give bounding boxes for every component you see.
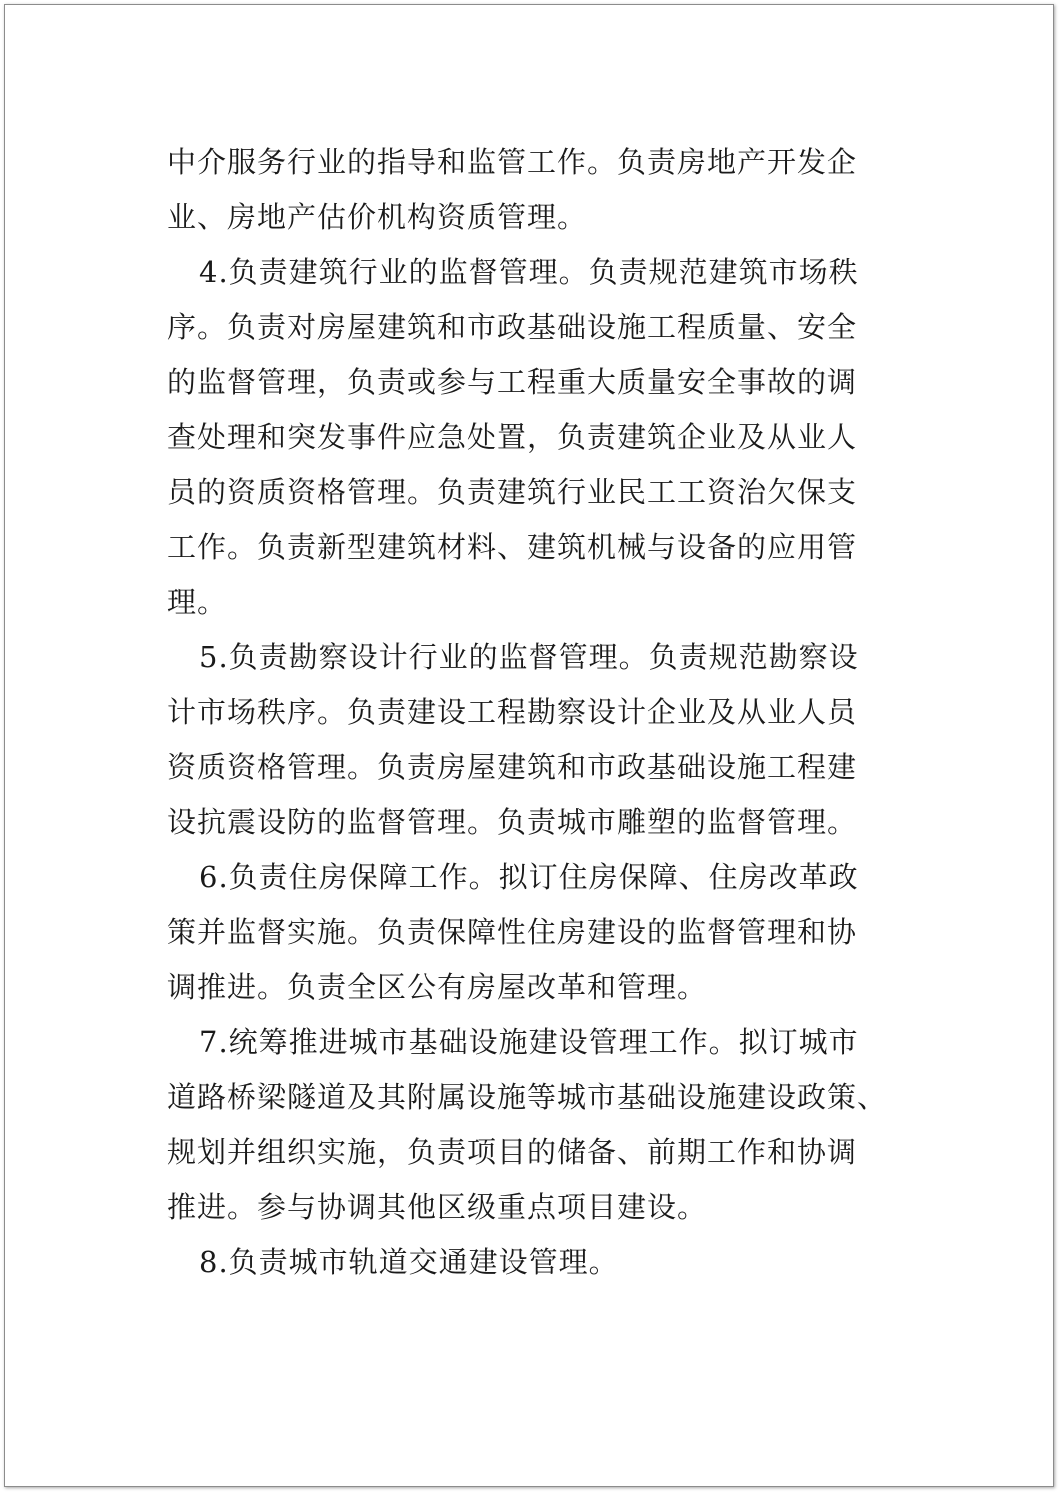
text-line: 规划并组织实施，负责项目的储备、前期工作和协调 bbox=[167, 1135, 858, 1169]
text-line: 4.负责建筑行业的监督管理。负责规范建筑市场秩 bbox=[199, 255, 859, 289]
text-line: 理。 bbox=[167, 585, 228, 619]
text-line: 计市场秩序。负责建设工程勘察设计企业及从业人员 bbox=[167, 695, 858, 729]
text-line: 工作。负责新型建筑材料、建筑机械与设备的应用管 bbox=[167, 530, 858, 564]
text-line: 调推进。负责全区公有房屋改革和管理。 bbox=[167, 970, 708, 1004]
document-body bbox=[167, 135, 903, 1290]
paragraph-item-7 bbox=[167, 1015, 903, 1235]
document-page bbox=[4, 4, 1054, 1487]
text-line: 7.统筹推进城市基础设施建设管理工作。拟订城市 bbox=[199, 1025, 859, 1059]
text-line: 5.负责勘察设计行业的监督管理。负责规范勘察设 bbox=[199, 640, 859, 674]
paragraph-item-6 bbox=[167, 850, 903, 1015]
text-line: 策并监督实施。负责保障性住房建设的监督管理和协 bbox=[167, 915, 858, 949]
paragraph-item-5 bbox=[167, 630, 903, 850]
text-line: 道路桥梁隧道及其附属设施等城市基础设施建设政策、 bbox=[167, 1080, 888, 1114]
text-line: 推进。参与协调其他区级重点项目建设。 bbox=[167, 1190, 708, 1224]
text-line: 业、房地产估价机构资质管理。 bbox=[167, 200, 588, 234]
paragraph-item-4 bbox=[167, 245, 903, 630]
text-line: 资质资格管理。负责房屋建筑和市政基础设施工程建 bbox=[167, 750, 858, 784]
text-line: 员的资质资格管理。负责建筑行业民工工资治欠保支 bbox=[167, 475, 858, 509]
text-line: 8.负责城市轨道交通建设管理。 bbox=[199, 1245, 619, 1279]
text-line: 6.负责住房保障工作。拟订住房保障、住房改革政 bbox=[199, 860, 859, 894]
paragraph-item-8 bbox=[167, 1235, 903, 1290]
text-line: 的监督管理，负责或参与工程重大质量安全事故的调 bbox=[167, 365, 858, 399]
text-line: 中介服务行业的指导和监管工作。负责房地产开发企 bbox=[167, 145, 858, 179]
text-line: 设抗震设防的监督管理。负责城市雕塑的监督管理。 bbox=[167, 805, 858, 839]
text-line: 查处理和突发事件应急处置，负责建筑企业及从业人 bbox=[167, 420, 858, 454]
text-line: 序。负责对房屋建筑和市政基础设施工程质量、安全 bbox=[167, 310, 858, 344]
paragraph-continuation bbox=[167, 135, 903, 245]
